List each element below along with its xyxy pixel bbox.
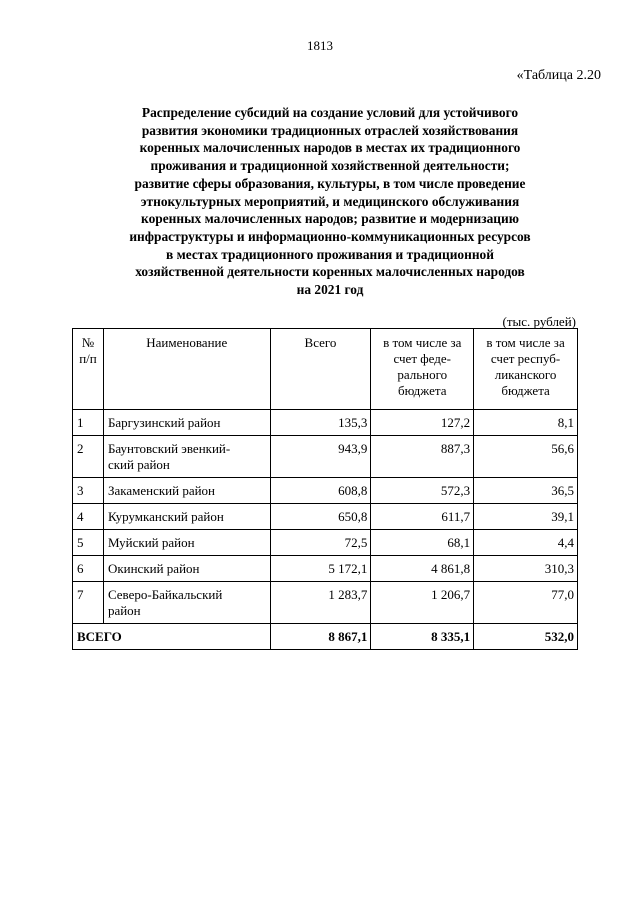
row-federal: 611,7 bbox=[371, 504, 474, 530]
row-name: Баунтовский эвенкий- ский район bbox=[103, 436, 270, 478]
row-name: Баргузинский район bbox=[103, 410, 270, 436]
row-name: Муйский район bbox=[103, 530, 270, 556]
row-num: 6 bbox=[73, 556, 104, 582]
table-row bbox=[73, 436, 578, 478]
row-republic: 310,3 bbox=[474, 556, 578, 582]
table-reference: «Таблица 2.20 bbox=[516, 68, 601, 83]
table-row bbox=[73, 478, 578, 504]
table-row bbox=[73, 410, 578, 436]
total-federal: 8 335,1 bbox=[371, 624, 474, 650]
table-header-row bbox=[73, 329, 578, 410]
row-total: 135,3 bbox=[270, 410, 371, 436]
row-total: 650,8 bbox=[270, 504, 371, 530]
row-republic: 77,0 bbox=[474, 582, 578, 624]
row-federal: 4 861,8 bbox=[371, 556, 474, 582]
row-republic: 56,6 bbox=[474, 436, 578, 478]
header-total: Всего bbox=[270, 329, 371, 410]
row-num: 2 bbox=[73, 436, 104, 478]
total-republic: 532,0 bbox=[474, 624, 578, 650]
header-federal: в том числе за счет феде- рального бюджета bbox=[371, 329, 474, 410]
row-name: Закаменский район bbox=[103, 478, 270, 504]
row-num: 4 bbox=[73, 504, 104, 530]
row-name: Окинский район bbox=[103, 556, 270, 582]
row-name: Северо-Байкальский район bbox=[103, 582, 270, 624]
row-federal: 887,3 bbox=[371, 436, 474, 478]
row-total: 72,5 bbox=[270, 530, 371, 556]
row-num: 7 bbox=[73, 582, 104, 624]
row-republic: 4,4 bbox=[474, 530, 578, 556]
total-row bbox=[73, 624, 578, 650]
document-title: Распределение субсидий на создание условий для устойчивого развития экономики традиционных отраслей хозяйствования коренных малочисленных народов в местах их традиционного проживания и традиционной хозяйственной деятельности; развитие сферы образования, культуры, в том числе проведение этнокультурных мероприятий, и медицинского обслуживания коренных малочисленных народов; развитие и модернизацию инфраструктуры и информационно-коммуникационных ресурсов в местах традиционного проживания и традиционной хозяйственной деятельности коренных малочисленных народов на 2021 год bbox=[129, 105, 531, 298]
total-label: ВСЕГО bbox=[73, 624, 271, 650]
subsidy-table bbox=[72, 328, 578, 650]
total-sum: 8 867,1 bbox=[270, 624, 371, 650]
row-federal: 127,2 bbox=[371, 410, 474, 436]
row-total: 5 172,1 bbox=[270, 556, 371, 582]
table-body bbox=[73, 410, 578, 624]
row-republic: 39,1 bbox=[474, 504, 578, 530]
header-num: № п/п bbox=[73, 329, 104, 410]
row-federal: 1 206,7 bbox=[371, 582, 474, 624]
units-label: (тыс. рублей) bbox=[502, 314, 576, 329]
page-number: 1813 bbox=[307, 38, 333, 53]
header-name: Наименование bbox=[103, 329, 270, 410]
row-republic: 36,5 bbox=[474, 478, 578, 504]
row-federal: 572,3 bbox=[371, 478, 474, 504]
row-total: 608,8 bbox=[270, 478, 371, 504]
table-row bbox=[73, 530, 578, 556]
row-total: 1 283,7 bbox=[270, 582, 371, 624]
row-num: 5 bbox=[73, 530, 104, 556]
row-num: 3 bbox=[73, 478, 104, 504]
header-republic: в том числе за счет респуб- ликанского бюджета bbox=[474, 329, 578, 410]
table-row bbox=[73, 556, 578, 582]
row-total: 943,9 bbox=[270, 436, 371, 478]
table-row bbox=[73, 504, 578, 530]
row-name: Курумканский район bbox=[103, 504, 270, 530]
row-federal: 68,1 bbox=[371, 530, 474, 556]
row-num: 1 bbox=[73, 410, 104, 436]
row-republic: 8,1 bbox=[474, 410, 578, 436]
table-row bbox=[73, 582, 578, 624]
